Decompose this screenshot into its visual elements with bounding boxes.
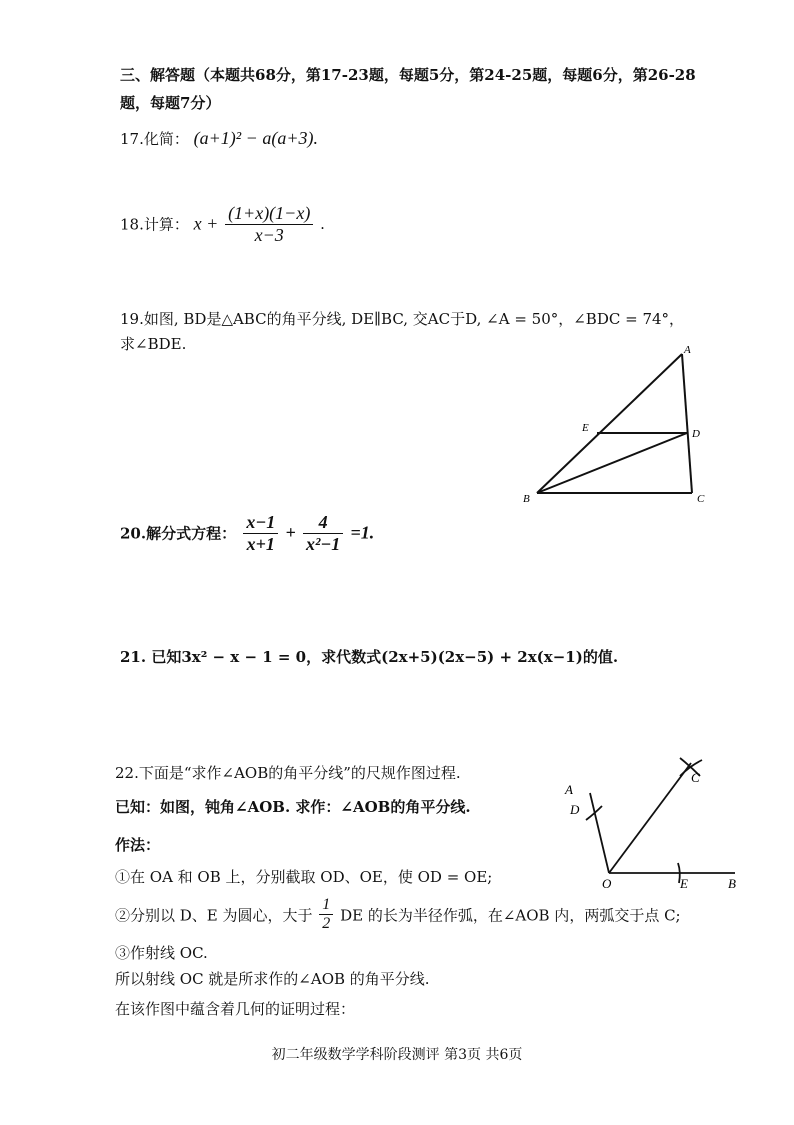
question-22-known: 已知：如图，钝角∠AOB. 求作：∠AOB的角平分线.: [115, 798, 471, 816]
q18-numerator: (1+x)(1−x): [225, 203, 313, 225]
label-o: O: [602, 876, 612, 891]
question-22-step2: [115, 896, 681, 934]
section-heading-line2: 题，每题7分）: [120, 94, 221, 112]
label-b: B: [728, 876, 736, 891]
ray-oa: [590, 793, 609, 873]
question-22-method: 作法：: [115, 836, 161, 854]
segment-bd: [537, 433, 687, 493]
q18-lead: x +: [193, 213, 219, 234]
q18-denominator: x−3: [254, 224, 284, 245]
segment-ac: [682, 354, 692, 493]
q18-fraction: [225, 203, 313, 245]
figure-22-angle-bisector: [560, 748, 760, 893]
label-e: E: [582, 422, 589, 434]
ray-oc: [609, 763, 691, 873]
question-17: [120, 128, 318, 149]
q20-fraction-2: [303, 512, 343, 554]
question-21: 21. 已知3x² − x − 1 = 0，求代数式(2x+5)(2x−5) + 2x(x−1)的值.: [120, 648, 619, 666]
question-20: [120, 512, 374, 554]
q20-numerator-2: 4: [303, 512, 343, 534]
label-d: D: [570, 802, 580, 817]
q20-rhs: =1.: [350, 522, 375, 543]
question-19-line2: 求∠BDE.: [120, 335, 187, 353]
question-22-step3: ③作射线 OC.: [115, 944, 208, 962]
q18-period: .: [320, 215, 325, 234]
step2-numerator: 1: [319, 896, 333, 915]
q17-label: 17.化简：: [120, 130, 189, 148]
q20-fraction-1: [243, 512, 278, 554]
figure-19-triangle: [515, 340, 715, 510]
question-18: [120, 203, 325, 245]
question-22-intro: 22.下面是“求作∠AOB的角平分线”的尺规作图过程.: [115, 764, 461, 782]
segment-ba: [537, 354, 682, 493]
q20-numerator-1: x−1: [243, 512, 278, 534]
label-c: C: [697, 493, 705, 505]
page-footer: 初二年级数学学科阶段测评 第3页 共6页: [271, 1047, 523, 1063]
question-22-conclusion: 所以射线 OC 就是所求作的∠AOB 的角平分线.: [115, 970, 430, 988]
q17-expression: (a+1)² − a(a+3).: [193, 128, 318, 148]
question-19-line1: 19.如图, BD是△ABC的角平分线, DE∥BC, 交AC于D, ∠A = 50°，∠BDC = 74°，: [120, 310, 685, 328]
question-22-proof-intro: 在该作图中蕴含着几何的证明过程：: [115, 1000, 356, 1018]
step2-text-a: ②分别以 D、E 为圆心，大于: [115, 906, 313, 925]
q20-plus: +: [285, 522, 296, 543]
step2-text-b: DE 的长为半径作弧，在∠AOB 内，两弧交于点 C;: [340, 906, 681, 925]
label-d: D: [692, 428, 700, 440]
question-22-step1: ①在 OA 和 OB 上，分别截取 OD、OE，使 OD = OE;: [115, 868, 493, 886]
q20-label: 20.解分式方程：: [120, 524, 237, 543]
label-b: B: [523, 493, 530, 505]
step2-denominator: 2: [322, 915, 331, 933]
section-heading-line1: 三、解答题（本题共68分，第17-23题，每题5分，第24-25题，每题6分，第26-28: [120, 66, 696, 84]
q18-label: 18.计算：: [120, 215, 189, 234]
q20-denominator-2: x²−1: [306, 533, 341, 554]
label-a: A: [684, 344, 691, 356]
label-c: C: [691, 770, 700, 785]
step2-half-fraction: [319, 896, 333, 934]
label-a: A: [565, 782, 573, 797]
label-e: E: [680, 876, 688, 891]
q20-denominator-1: x+1: [246, 533, 275, 554]
